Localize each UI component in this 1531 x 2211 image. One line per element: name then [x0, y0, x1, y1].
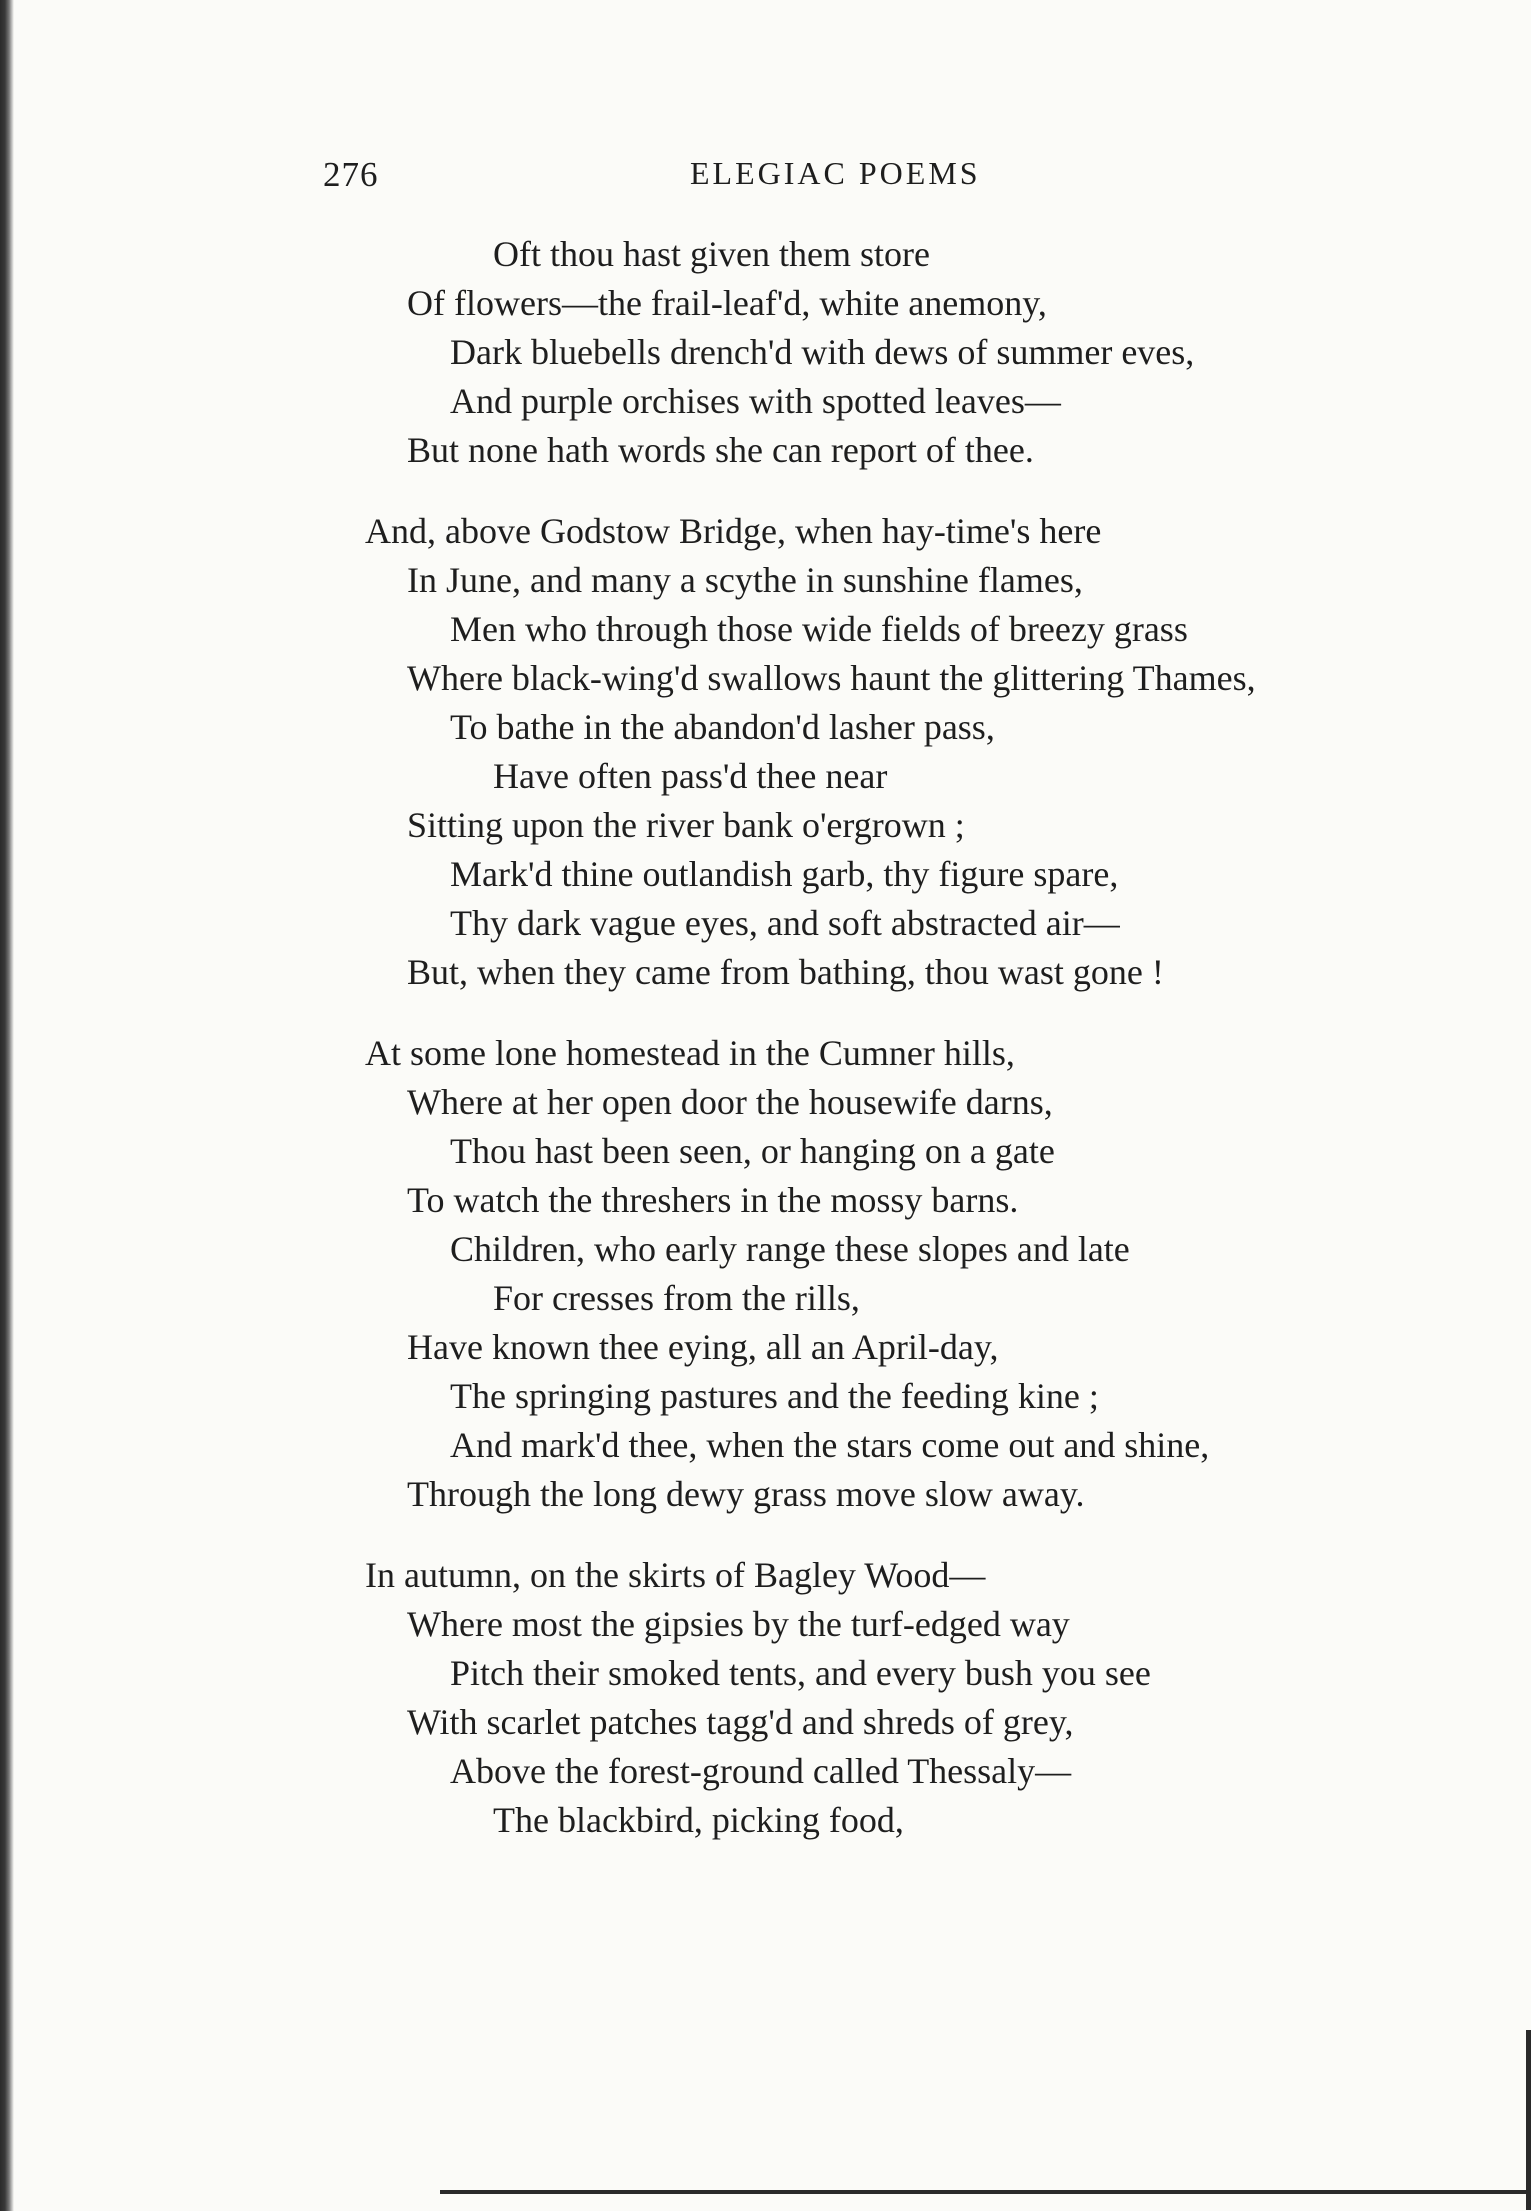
poem-line: Oft thou hast given them store	[493, 234, 930, 274]
poem-line: To bathe in the abandon'd lasher pass,	[450, 707, 995, 747]
poem-line: Above the forest-ground called Thessaly—	[450, 1751, 1072, 1791]
stanza	[365, 230, 1256, 475]
poem-line: Where at her open door the housewife darns,	[407, 1082, 1053, 1122]
poem-line: Children, who early range these slopes and late	[450, 1229, 1130, 1269]
page-binding-edge	[0, 0, 14, 2211]
poem-line: At some lone homestead in the Cumner hills,	[365, 1033, 1015, 1073]
poem-line: Through the long dewy grass move slow away.	[407, 1474, 1085, 1514]
poem-line: Where black-wing'd swallows haunt the glittering Thames,	[407, 658, 1256, 698]
page-right-edge	[1526, 2030, 1531, 2210]
poem-line: Sitting upon the river bank o'ergrown ;	[407, 805, 965, 845]
poem-line: Dark bluebells drench'd with dews of summer eves,	[450, 332, 1195, 372]
poem-line: Have often pass'd thee near	[493, 756, 888, 796]
poem-line: But none hath words she can report of thee.	[407, 430, 1034, 470]
poem-line: And, above Godstow Bridge, when hay-time's here	[365, 511, 1102, 551]
poem-line: Pitch their smoked tents, and every bush you see	[450, 1653, 1151, 1693]
page-bottom-edge	[440, 2190, 1531, 2194]
poem-line: In autumn, on the skirts of Bagley Wood—	[365, 1555, 986, 1595]
stanza	[365, 1551, 1256, 1845]
stanza	[365, 507, 1256, 997]
poem-line: The blackbird, picking food,	[493, 1800, 904, 1840]
running-title: ELEGIAC POEMS	[690, 155, 981, 191]
poem-line: To watch the threshers in the mossy barns.	[407, 1180, 1019, 1220]
poem-line: Mark'd thine outlandish garb, thy figure spare,	[450, 854, 1119, 894]
poem-body	[365, 230, 1256, 1845]
poem-line: And mark'd thee, when the stars come out and shine,	[450, 1425, 1210, 1465]
poem-line: Have known thee eying, all an April-day,	[407, 1327, 999, 1367]
poem-line: Where most the gipsies by the turf-edged way	[407, 1604, 1070, 1644]
poem-line: But, when they came from bathing, thou wast gone !	[407, 952, 1164, 992]
poem-line: Thou hast been seen, or hanging on a gate	[450, 1131, 1055, 1171]
poem-line: And purple orchises with spotted leaves—	[450, 381, 1061, 421]
poem-line: Thy dark vague eyes, and soft abstracted air—	[450, 903, 1120, 943]
stanza	[365, 1029, 1256, 1519]
poem-line: With scarlet patches tagg'd and shreds of grey,	[407, 1702, 1074, 1742]
poem-line: For cresses from the rills,	[493, 1278, 860, 1318]
poem-line: Of flowers—the frail-leaf'd, white anemony,	[407, 283, 1047, 323]
poem-line: In June, and many a scythe in sunshine flames,	[407, 560, 1083, 600]
page-number: 276	[323, 155, 379, 194]
poem-line: The springing pastures and the feeding kine ;	[450, 1376, 1099, 1416]
poem-line: Men who through those wide fields of breezy grass	[450, 609, 1188, 649]
